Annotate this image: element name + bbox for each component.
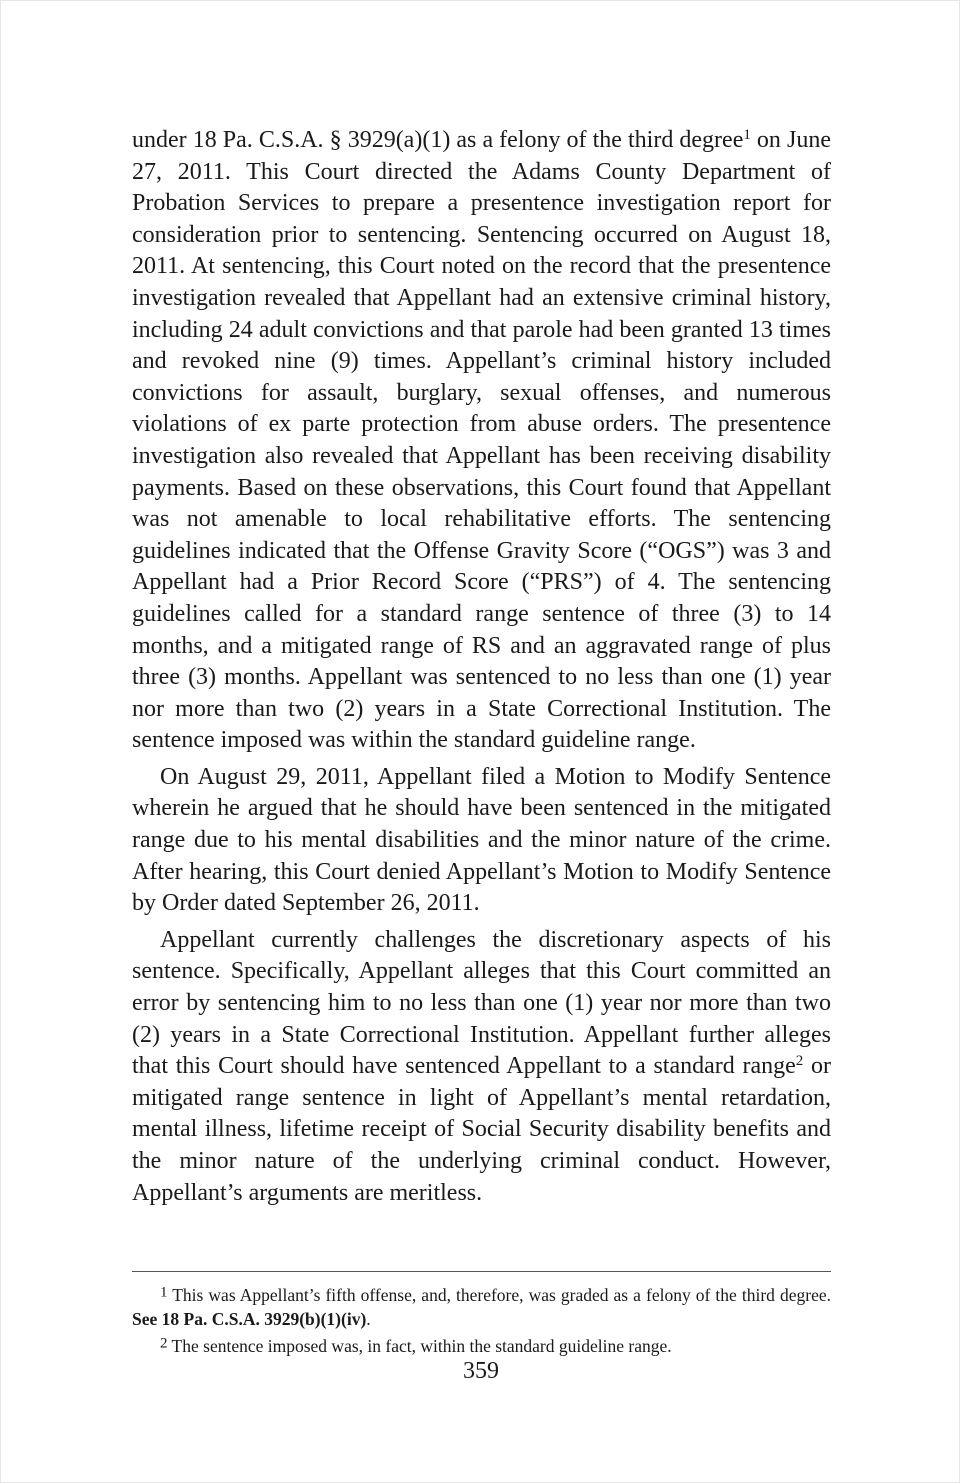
statute-citation: See 18 Pa. C.S.A. 3929(b)(1)(iv) [132, 1309, 367, 1329]
paragraph-text: or mitigated range sentence in light of Appellant’s mental retardation, mental illness, lifetime receipt of Social Security disability benefits and the minor nature of the underlying criminal conduct. However, Appellant’s arguments are meritless. [132, 1053, 832, 1206]
footnote-text: The sentence imposed was, in fact, within the standard guideline range. [167, 1336, 672, 1356]
paragraph-continued [132, 125, 831, 757]
paragraph-appeal-challenge [132, 925, 831, 1209]
footnotes [132, 1283, 831, 1361]
paragraph-text: Appellant currently challenges the discretionary aspects of his sentence. Specifically, Appellant alleges that this Court committed an error by sentencing him to no less than one (1) year nor more than two (2) years in a State Correctional Institution. Appellant further alleges that this Court should have sentenced Appellant to a standard range [132, 926, 831, 1080]
footnote-number: 1 [160, 1284, 168, 1301]
page-number: 359 [463, 1358, 499, 1384]
footnote-text: This was Appellant’s fifth offense, and, therefore, was graded as a felony of the third degree. [167, 1285, 831, 1305]
paragraph-text: under 18 Pa. C.S.A. § 3929(a)(1) as a felony of the third degree [132, 127, 744, 153]
footnote-text: . [366, 1309, 371, 1329]
paragraph-text: on June 27, 2011. This Court directed the Adams County Department of Probation Services to prepare a presentence investigation report for consideration prior to sentencing. Sentencing occurred on August 18, 2011. At sentencing, this Court noted on the record that the presentence investigation revealed that Appellant had an extensive criminal history, including 24 adult convictions and that parole had been granted 13 times and revoked nine (9) times. Appellant’s criminal history included convictions for assault, burglary, sexual offenses, and numerous violations of ex parte protection from abuse orders. The presentence investigation also revealed that Appellant has been receiving disability payments. Based on these observations, this Court found that Appellant was not amenable to local rehabilitative efforts. The sentencing guidelines indicated that the Offense Gravity Score (“OGS”) was 3 and Appellant had a Prior Record Score (“PRS”) of 4. The sentencing guidelines called for a standard range sentence of three (3) to 14 months, and a mitigated range of RS and an aggravated range of plus three (3) months. Appellant was sentenced to no less than one (1) year nor more than two (2) years in a State Correctional Institution. The sentence imposed was within the standard guideline range. [132, 127, 831, 754]
paragraph-motion-to-modify: On August 29, 2011, Appellant filed a Motion to Modify Sentence wherein he argued that he should have been sentenced in the mitigated range due to his mental disabilities and the minor nature of the crime. After hearing, this Court denied Appellant’s Motion to Modify Sentence by Order dated September 26, 2011. [132, 763, 831, 917]
footnote-reference-2: 2 [795, 1052, 804, 1069]
footnote-reference-1: 1 [743, 126, 751, 143]
footnote-number: 2 [160, 1335, 168, 1352]
body-text [132, 125, 831, 1209]
footnote-2 [132, 1334, 831, 1358]
footnote-1 [132, 1283, 831, 1331]
footnote-divider [132, 1271, 831, 1272]
